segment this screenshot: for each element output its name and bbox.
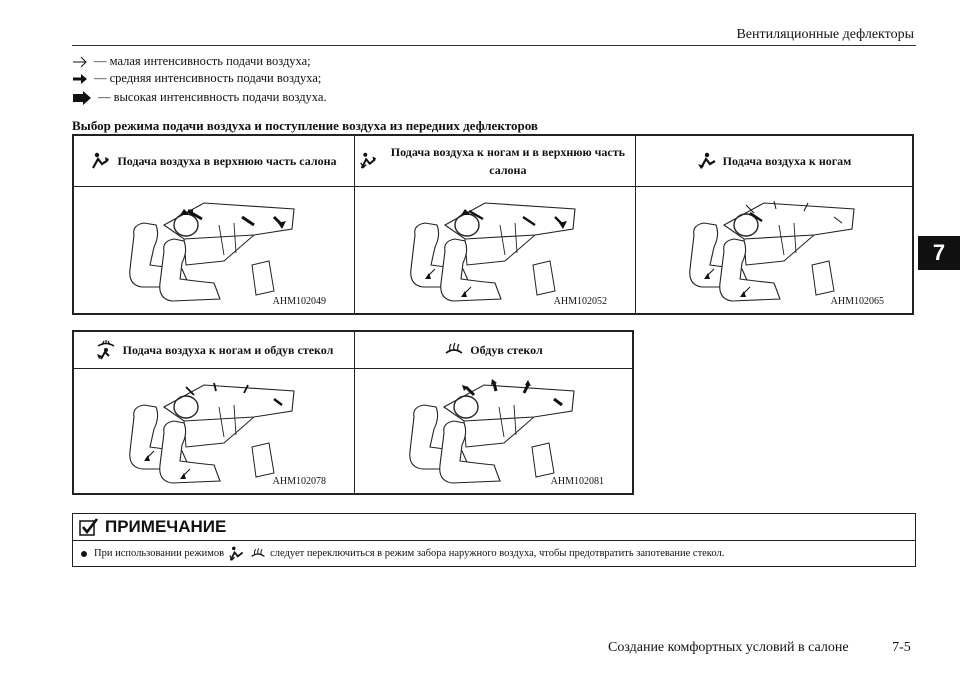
mode-face-label: Подача воздуха в верхнюю часть салона <box>117 154 337 168</box>
arrow-thick-icon <box>72 91 92 105</box>
modes-table-bottom <box>72 330 634 495</box>
page-number: 7-5 <box>892 640 911 655</box>
bullet-icon <box>81 551 87 557</box>
defrost-icon <box>250 548 266 560</box>
mode-defrost-label: Обдув стекол <box>470 343 543 357</box>
mode-foot-defrost-header <box>73 331 355 369</box>
mode-bilevel-header <box>355 135 636 187</box>
mode-defrost-header <box>355 331 634 369</box>
figure-code: AHM102052 <box>553 296 607 307</box>
note-body <box>73 541 915 566</box>
note-text-before: При использовании режимов <box>94 548 225 559</box>
legend-text-high: — высокая интенсивность подачи воздуха. <box>98 90 327 104</box>
note-title: ПРИМЕЧАНИЕ <box>105 517 227 536</box>
note-text-after: следует переключиться в режим забора наружного воздуха, чтобы предотвратить запотевание стекол. <box>270 548 725 559</box>
mode-foot-illustration <box>636 187 914 315</box>
note-box <box>72 513 916 567</box>
face-vent-icon <box>91 152 111 170</box>
mode-foot-defrost-label: Подача воздуха к ногам и обдув стекол <box>122 343 334 357</box>
chapter-tab: 7 <box>918 236 960 270</box>
legend-row-medium <box>72 71 321 86</box>
figure-code: AHM102078 <box>272 476 326 487</box>
page-footer <box>608 640 911 656</box>
checkmark-icon <box>79 518 99 536</box>
footer-section: Создание комфортных условий в салоне <box>608 640 849 655</box>
foot-defrost-icon <box>95 340 117 360</box>
legend-row-high <box>72 90 327 105</box>
page-header-title: Вентиляционные дефлекторы <box>736 27 914 42</box>
arrow-thin-icon <box>72 56 88 68</box>
mode-bilevel-illustration <box>355 187 636 315</box>
foot-defrost-icon <box>228 546 246 562</box>
arrow-medium-icon <box>72 73 88 85</box>
mode-foot-header <box>636 135 914 187</box>
note-header <box>73 514 915 541</box>
mode-foot-defrost-illustration <box>73 369 355 495</box>
mode-foot-label: Подача воздуха к ногам <box>722 154 852 168</box>
mode-face-header <box>73 135 355 187</box>
mode-face-illustration <box>73 187 355 315</box>
legend-text-low: — малая интенсивность подачи воздуха; <box>94 54 311 68</box>
mode-bilevel-label: Подача воздуха к ногам и в верхнюю часть салона <box>390 145 625 177</box>
header-divider <box>72 45 916 46</box>
legend-text-medium: — средняя интенсивность подачи воздуха; <box>94 71 322 85</box>
foot-vent-icon <box>697 152 717 170</box>
defrost-icon <box>444 343 464 357</box>
section-heading: Выбор режима подачи воздуха и поступление воздуха из передних дефлекторов <box>72 118 538 133</box>
bi-level-icon <box>359 151 379 171</box>
figure-code: AHM102081 <box>550 476 604 487</box>
mode-defrost-illustration <box>355 369 634 495</box>
modes-table-top <box>72 134 914 315</box>
legend-row-low <box>72 54 311 69</box>
figure-code: AHM102065 <box>830 296 884 307</box>
figure-code: AHM102049 <box>272 296 326 307</box>
